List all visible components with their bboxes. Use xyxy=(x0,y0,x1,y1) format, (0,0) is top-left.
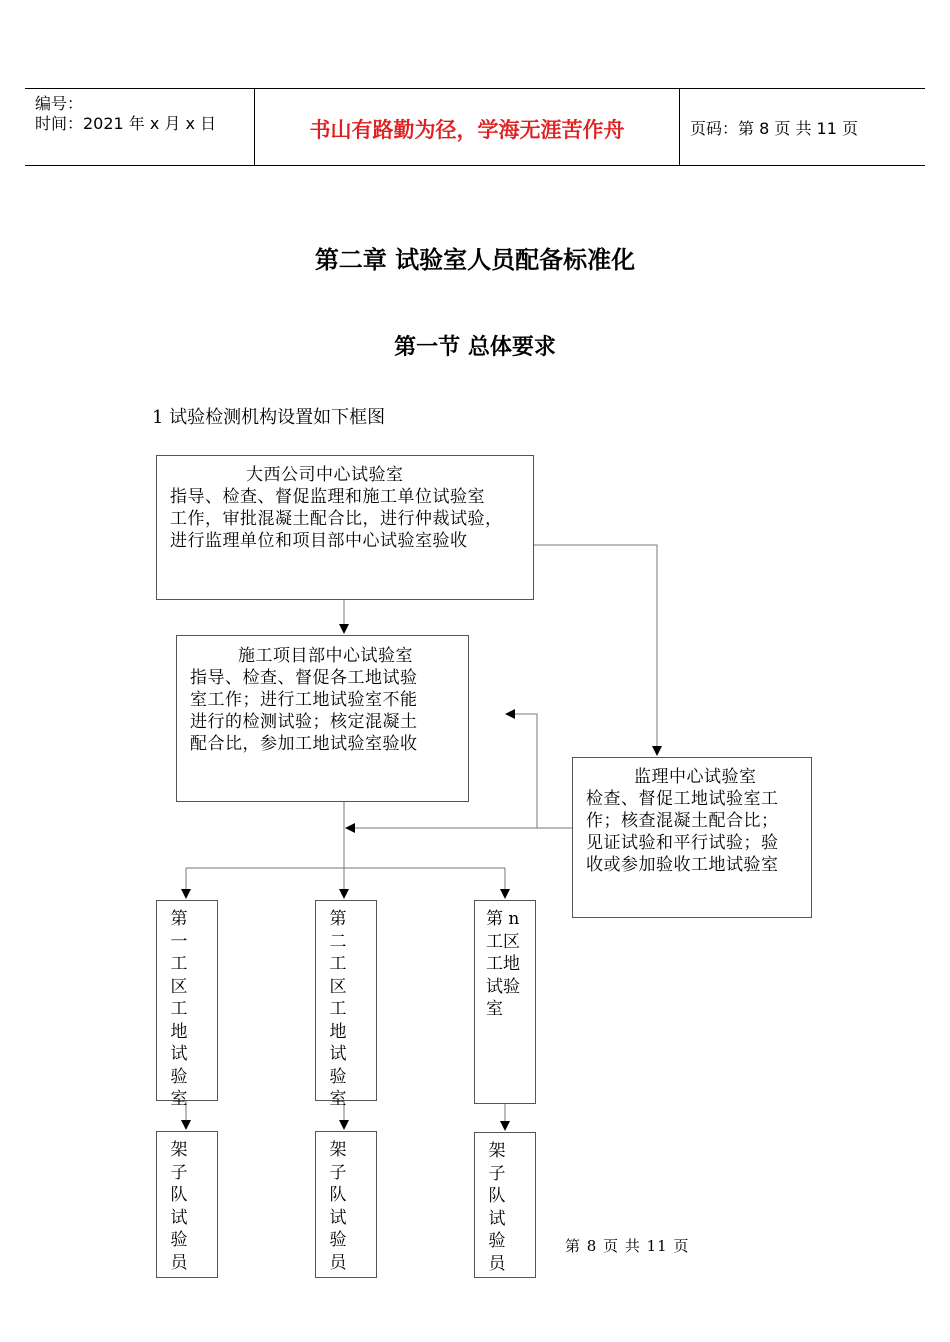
company-lab-title: 大西公司中心试验室 xyxy=(246,465,404,485)
chapter-title: 第二章 试验室人员配备标准化 xyxy=(314,245,636,274)
header-number-label: 编号： xyxy=(35,94,84,113)
site-lab-2-label: 第二工区工地试验室 xyxy=(329,909,347,1109)
team-tester-1-label: 架子队试验员 xyxy=(170,1140,188,1273)
header-motto: 书山有路勤为径，学海无涯苦作舟 xyxy=(309,118,625,142)
team-tester-n-label: 架子队试验员 xyxy=(488,1141,506,1274)
page-footer: 第 8 页 共 11 页 xyxy=(565,1237,690,1255)
supervision-lab-body: 检查、督促工地试验室工 作；核查混凝土配合比； 见证试验和平行试验；验 收或参加验收工地试验室 xyxy=(586,789,779,875)
project-lab-title: 施工项目部中心试验室 xyxy=(238,646,413,666)
site-lab-1-label: 第一工区工地试验室 xyxy=(170,909,188,1109)
header-time-label: 时间：2021 年 x 月 x 日 xyxy=(35,114,217,133)
arrow-company-to-supervision xyxy=(534,545,657,755)
arrow-supervision-to-project xyxy=(506,714,537,828)
team-tester-2-label: 架子队试验员 xyxy=(329,1140,347,1273)
header-page-info: 页码：第 8 页 共 11 页 xyxy=(690,119,858,138)
intro-text: 1 试验检测机构设置如下框图 xyxy=(152,407,386,428)
supervision-lab-title: 监理中心试验室 xyxy=(634,767,757,787)
site-lab-n-label: 第 n工区工地试验室 xyxy=(486,909,520,1019)
company-lab-body: 指导、检查、督促监理和施工单位试验室 工作，审批混凝土配合比，进行仲裁试验， 进行监理单位和项目部中心试验室验收 xyxy=(170,487,503,551)
section-title: 第一节 总体要求 xyxy=(394,334,556,360)
project-lab-body: 指导、检查、督促各工地试验 室工作；进行工地试验室不能 进行的检测试验；核定混凝土 配合比，参加工地试验室验收 xyxy=(190,668,418,754)
